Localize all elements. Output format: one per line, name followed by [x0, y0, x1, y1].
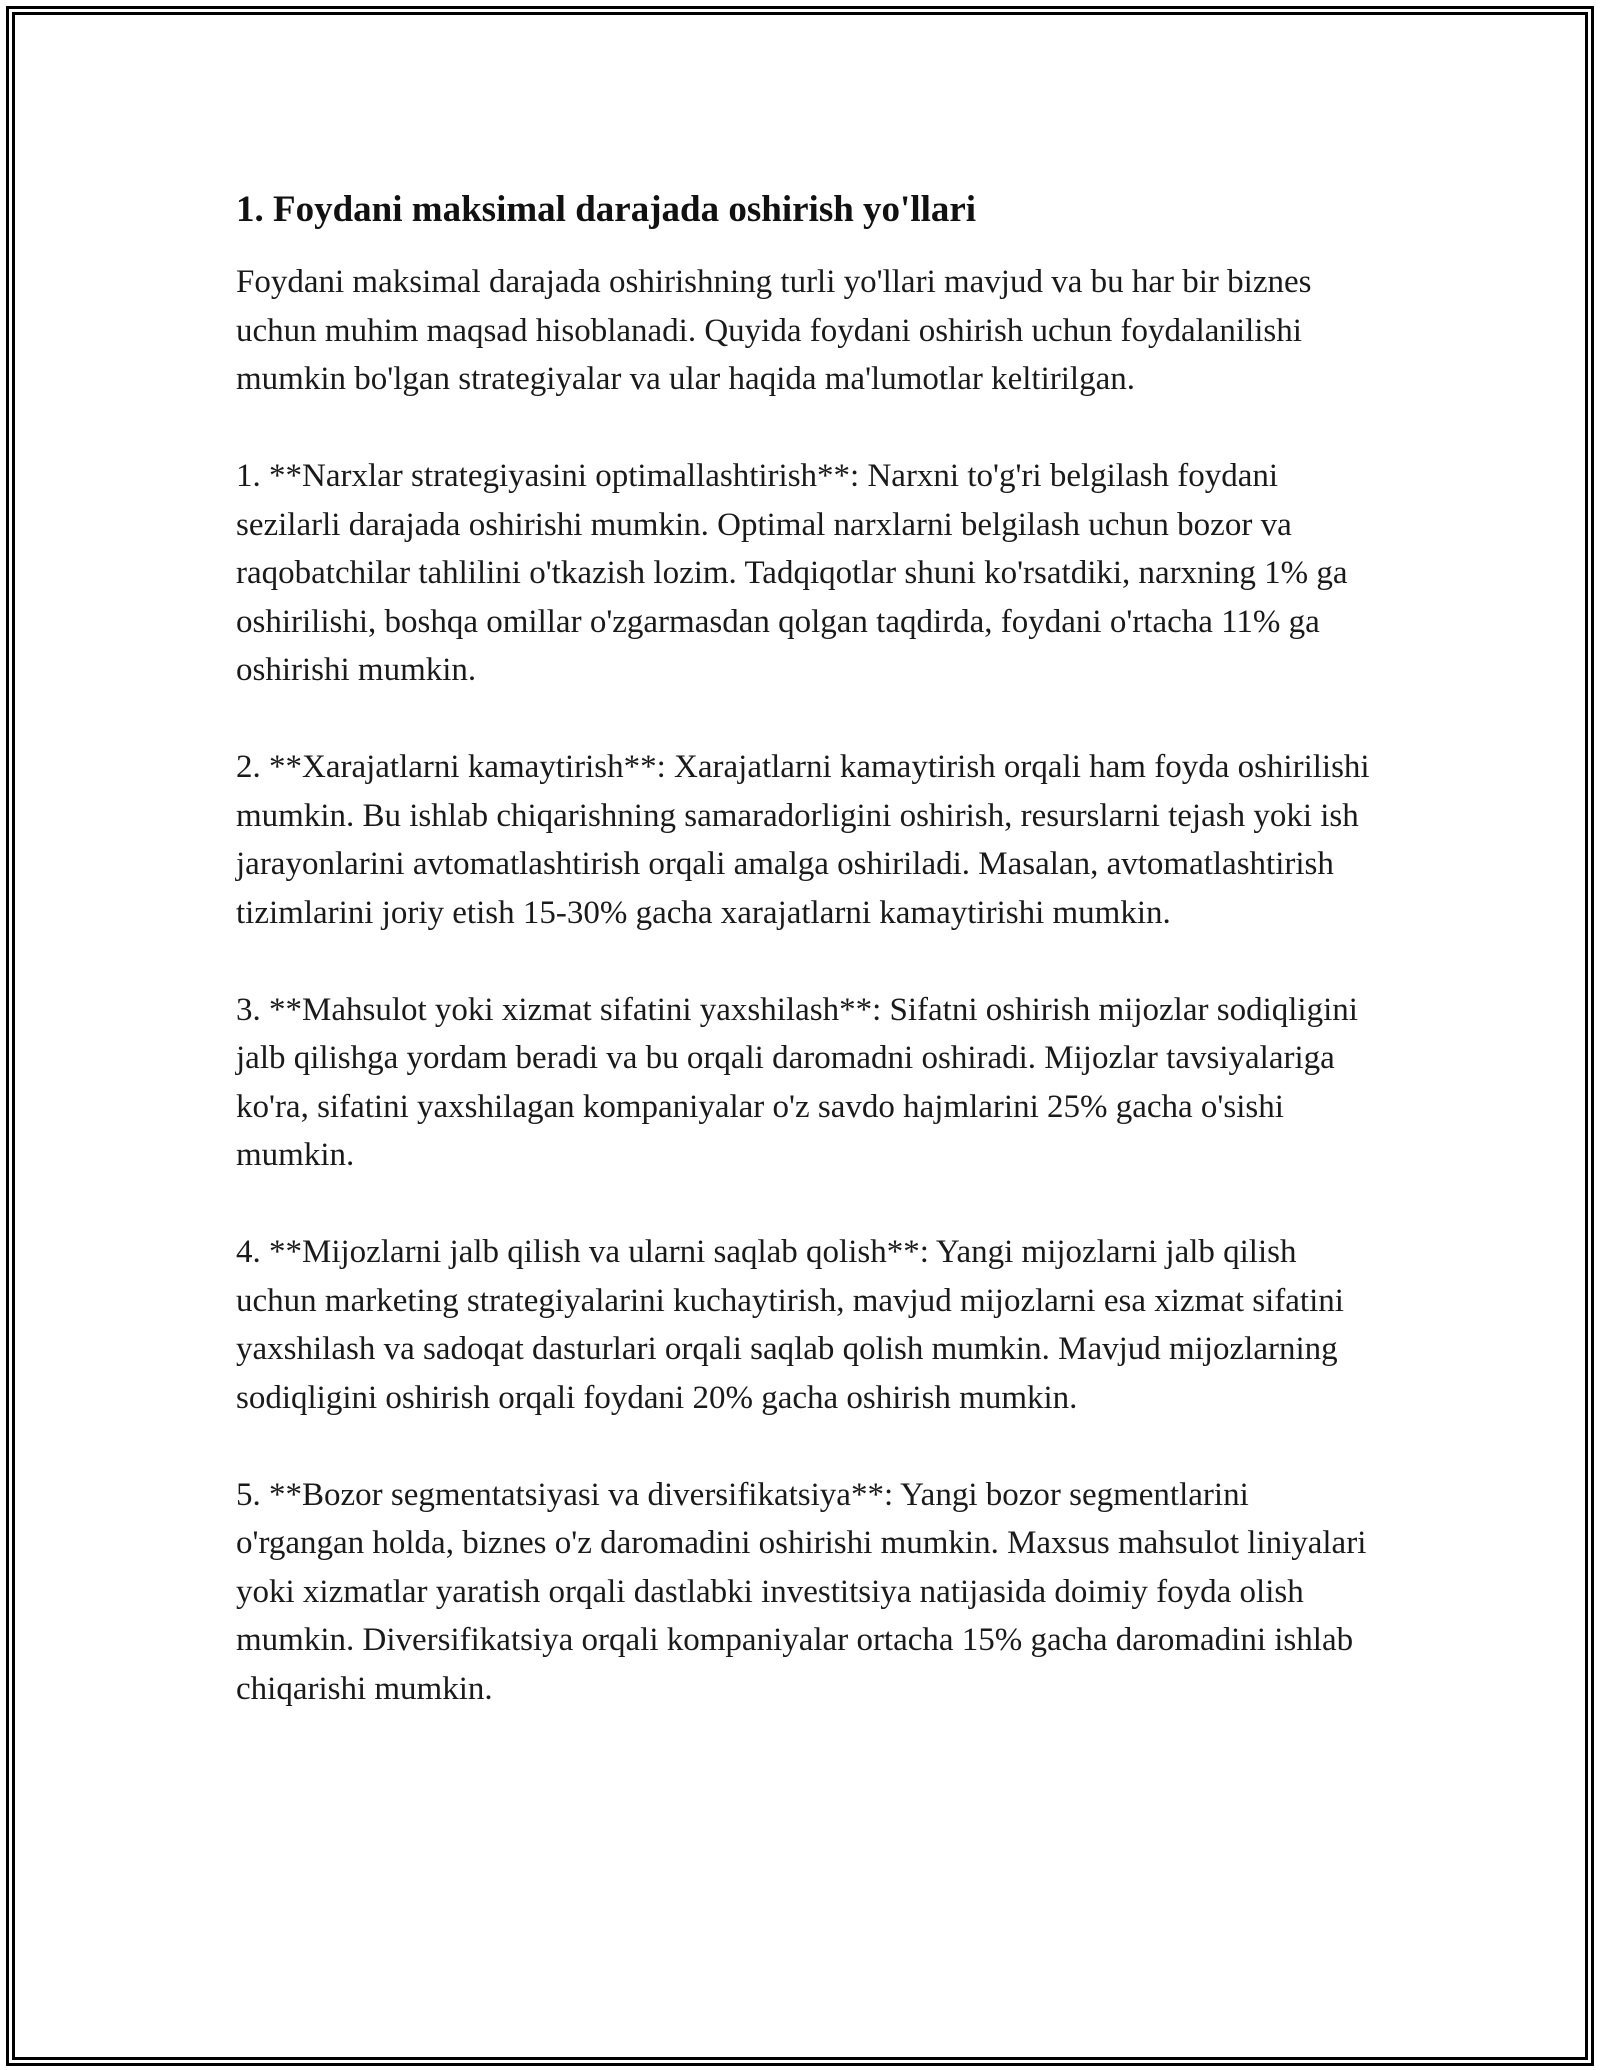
- list-item-cost-reduction: 2. **Xarajatlarni kamaytirish**: Xarajatlarni kamaytirish orqali ham foyda oshirilishi mumkin. Bu ishlab chiqarishning samaradorligini oshirish, resurslarni tejash yoki ish jarayonlarini avtomatlashtirish orqali amalga oshiriladi. Masalan, avtomatlashtirish tizimlarini joriy etish 15-30% gacha xarajatlarni kamaytirishi mumkin.: [236, 749, 1370, 931]
- list-item-pricing-strategy: 1. **Narxlar strategiyasini optimallashtirish**: Narxni to'g'ri belgilash foydani sezilarli darajada oshirishi mumkin. Optimal narxlarni belgilash uchun bozor va raqobatchilar tahlilini o'tkazish lozim. Tadqiqotlar shuni ko'rsatdiki, narxning 1% ga oshirilishi, boshqa omillar o'zgarmasdan qolgan taqdirda, foydani o'rtacha 11% ga oshirishi mumkin.: [236, 458, 1348, 688]
- list-item-quality-improvement: 3. **Mahsulot yoki xizmat sifatini yaxshilash**: Sifatni oshirish mijozlar sodiqligini jalb qilishga yordam beradi va bu orqali daromadni oshiradi. Mijozlar tavsiyalariga ko'ra, sifatini yaxshilagan kompaniyalar o'z savdo hajmlarini 25% gacha o'sishi mumkin.: [236, 991, 1358, 1173]
- list-item-market-segmentation: 5. **Bozor segmentatsiyasi va diversifikatsiya**: Yangi bozor segmentlarini o'rgangan holda, biznes o'z daromadini oshirishi mumkin. Maxsus mahsulot liniyalari yoki xizmatlar yaratish orqali dastlabki investitsiya natijasida doimiy foyda olish mumkin. Diversifikatsiya orqali kompaniyalar ortacha 15% gacha daromadini ishlab chiqarishi mumkin.: [236, 1476, 1367, 1707]
- intro-paragraph: Foydani maksimal darajada oshirishning turli yo'llari mavjud va bu har bir biznes uchun muhim maqsad hisoblanadi. Quyida foydani oshirish uchun foydalanilishi mumkin bo'lgan strategiyalar va ular haqida ma'lumotlar keltirilgan.: [236, 264, 1312, 397]
- document-body: [236, 186, 1384, 1762]
- document-title: 1. Foydani maksimal darajada oshirish yo'llari: [236, 189, 977, 230]
- list-item-customer-retention: 4. **Mijozlarni jalb qilish va ularni saqlab qolish**: Yangi mijozlarni jalb qilish uchun marketing strategiyalarini kuchaytirish, mavjud mijozlarni esa xizmat sifatini yaxshilash va sadoqat dasturlari orqali saqlab qolish mumkin. Mavjud mijozlarning sodiqligini oshirish orqali foydani 20% gacha oshirish mumkin.: [236, 1234, 1344, 1416]
